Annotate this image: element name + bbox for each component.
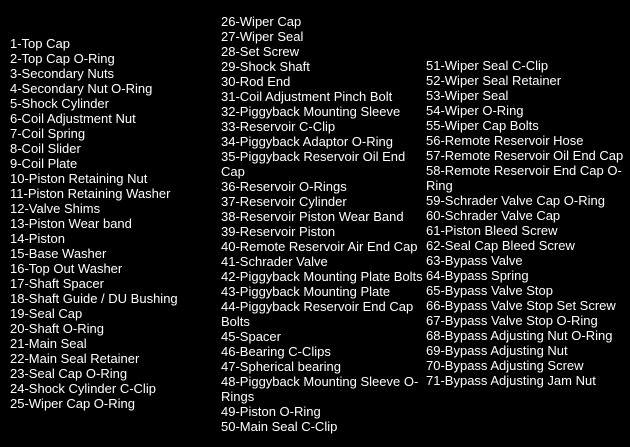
part-list-item: 63-Bypass Valve xyxy=(426,253,523,268)
part-list-item: 34-Piggyback Adaptor O-Ring xyxy=(221,134,393,149)
part-list-item: 4-Secondary Nut O-Ring xyxy=(10,81,153,96)
part-list-item: 45-Spacer xyxy=(221,329,281,344)
part-list-item: 15-Base Washer xyxy=(10,246,107,261)
part-list-item: 6-Coil Adjustment Nut xyxy=(10,111,136,126)
part-list-item: 8-Coil Slider xyxy=(10,141,81,156)
part-list-item: 9-Coil Plate xyxy=(10,156,78,171)
part-list-item: 67-Bypass Valve Stop O-Ring xyxy=(426,313,598,328)
part-list-item: 40-Remote Reservoir Air End Cap xyxy=(221,239,418,254)
part-list-item: 11-Piston Retaining Washer xyxy=(10,186,171,201)
parts-list-column-2 xyxy=(221,14,427,434)
part-list-item: 33-Reservoir C-Clip xyxy=(221,119,336,134)
part-list-item: 68-Bypass Adjusting Nut O-Ring xyxy=(426,328,613,343)
part-list-item: 66-Bypass Valve Stop Set Screw xyxy=(426,298,616,313)
part-list-item: 27-Wiper Seal xyxy=(221,29,304,44)
part-list-item: 10-Piston Retaining Nut xyxy=(10,171,148,186)
parts-list-column-3 xyxy=(426,58,626,388)
part-list-item: 60-Schrader Valve Cap xyxy=(426,208,561,223)
part-list-item: 22-Main Seal Retainer xyxy=(10,351,140,366)
part-list-item: 17-Shaft Spacer xyxy=(10,276,104,291)
part-list-item: 12-Valve Shims xyxy=(10,201,101,216)
part-list-item: 30-Rod End xyxy=(221,74,291,89)
part-list-item: 57-Remote Reservoir Oil End Cap xyxy=(426,148,624,163)
part-list-item: 53-Wiper Seal xyxy=(426,88,509,103)
part-list-item: 28-Set Screw xyxy=(221,44,300,59)
part-list-item: 61-Piston Bleed Screw xyxy=(426,223,558,238)
part-list-item: 58-Remote Reservoir End Cap O-Ring xyxy=(426,163,622,193)
part-list-item: 13-Piston Wear band xyxy=(10,216,132,231)
part-list-item: 36-Reservoir O-Rings xyxy=(221,179,347,194)
part-list-item: 46-Bearing C-Clips xyxy=(221,344,331,359)
part-list-item: 51-Wiper Seal C-Clip xyxy=(426,58,549,73)
part-list-item: 37-Reservoir Cylinder xyxy=(221,194,347,209)
part-list-item: 49-Piston O-Ring xyxy=(221,404,321,419)
part-list-item: 65-Bypass Valve Stop xyxy=(426,283,553,298)
part-list-item: 56-Remote Reservoir Hose xyxy=(426,133,584,148)
part-list-item: 26-Wiper Cap xyxy=(221,14,302,29)
part-list-item: 19-Seal Cap xyxy=(10,306,83,321)
part-list-item: 69-Bypass Adjusting Nut xyxy=(426,343,568,358)
part-list-item: 7-Coil Spring xyxy=(10,126,86,141)
part-list-item: 38-Reservoir Piston Wear Band xyxy=(221,209,404,224)
part-list-item: 24-Shock Cylinder C-Clip xyxy=(10,381,156,396)
part-list-item: 18-Shaft Guide / DU Bushing xyxy=(10,291,178,306)
part-list-item: 32-Piggyback Mounting Sleeve xyxy=(221,104,401,119)
part-list-item: 35-Piggyback Reservoir Oil End Cap xyxy=(221,149,406,179)
part-list-item: 1-Top Cap xyxy=(10,36,70,51)
part-list-item: 2-Top Cap O-Ring xyxy=(10,51,115,66)
part-list-item: 20-Shaft O-Ring xyxy=(10,321,104,336)
part-list-item: 41-Schrader Valve xyxy=(221,254,328,269)
part-list-item: 52-Wiper Seal Retainer xyxy=(426,73,562,88)
part-list-item: 70-Bypass Adjusting Screw xyxy=(426,358,584,373)
part-list-item: 71-Bypass Adjusting Jam Nut xyxy=(426,373,596,388)
part-list-item: 14-Piston xyxy=(10,231,65,246)
part-list-item: 55-Wiper Cap Bolts xyxy=(426,118,539,133)
part-list-item: 5-Shock Cylinder xyxy=(10,96,109,111)
part-list-item: 50-Main Seal C-Clip xyxy=(221,419,338,434)
part-list-item: 59-Schrader Valve Cap O-Ring xyxy=(426,193,605,208)
part-list-item: 23-Seal Cap O-Ring xyxy=(10,366,128,381)
parts-list-column-1 xyxy=(10,36,210,411)
part-list-item: 42-Piggyback Mounting Plate Bolts xyxy=(221,269,423,284)
part-list-item: 48-Piggyback Mounting Sleeve O-Rings xyxy=(221,374,419,404)
part-list-item: 43-Piggyback Mounting Plate xyxy=(221,284,391,299)
part-list-item: 54-Wiper O-Ring xyxy=(426,103,524,118)
part-list-item: 64-Bypass Spring xyxy=(426,268,529,283)
part-list-item: 25-Wiper Cap O-Ring xyxy=(10,396,135,411)
part-list-item: 16-Top Out Washer xyxy=(10,261,123,276)
part-list-item: 62-Seal Cap Bleed Screw xyxy=(426,238,575,253)
part-list-item: 47-Spherical bearing xyxy=(221,359,341,374)
part-list-item: 31-Coil Adjustment Pinch Bolt xyxy=(221,89,393,104)
part-list-item: 3-Secondary Nuts xyxy=(10,66,115,81)
part-list-item: 39-Reservoir Piston xyxy=(221,224,336,239)
part-list-item: 29-Shock Shaft xyxy=(221,59,310,74)
part-list-item: 21-Main Seal xyxy=(10,336,87,351)
part-list-item: 44-Piggyback Reservoir End Cap Bolts xyxy=(221,299,414,329)
